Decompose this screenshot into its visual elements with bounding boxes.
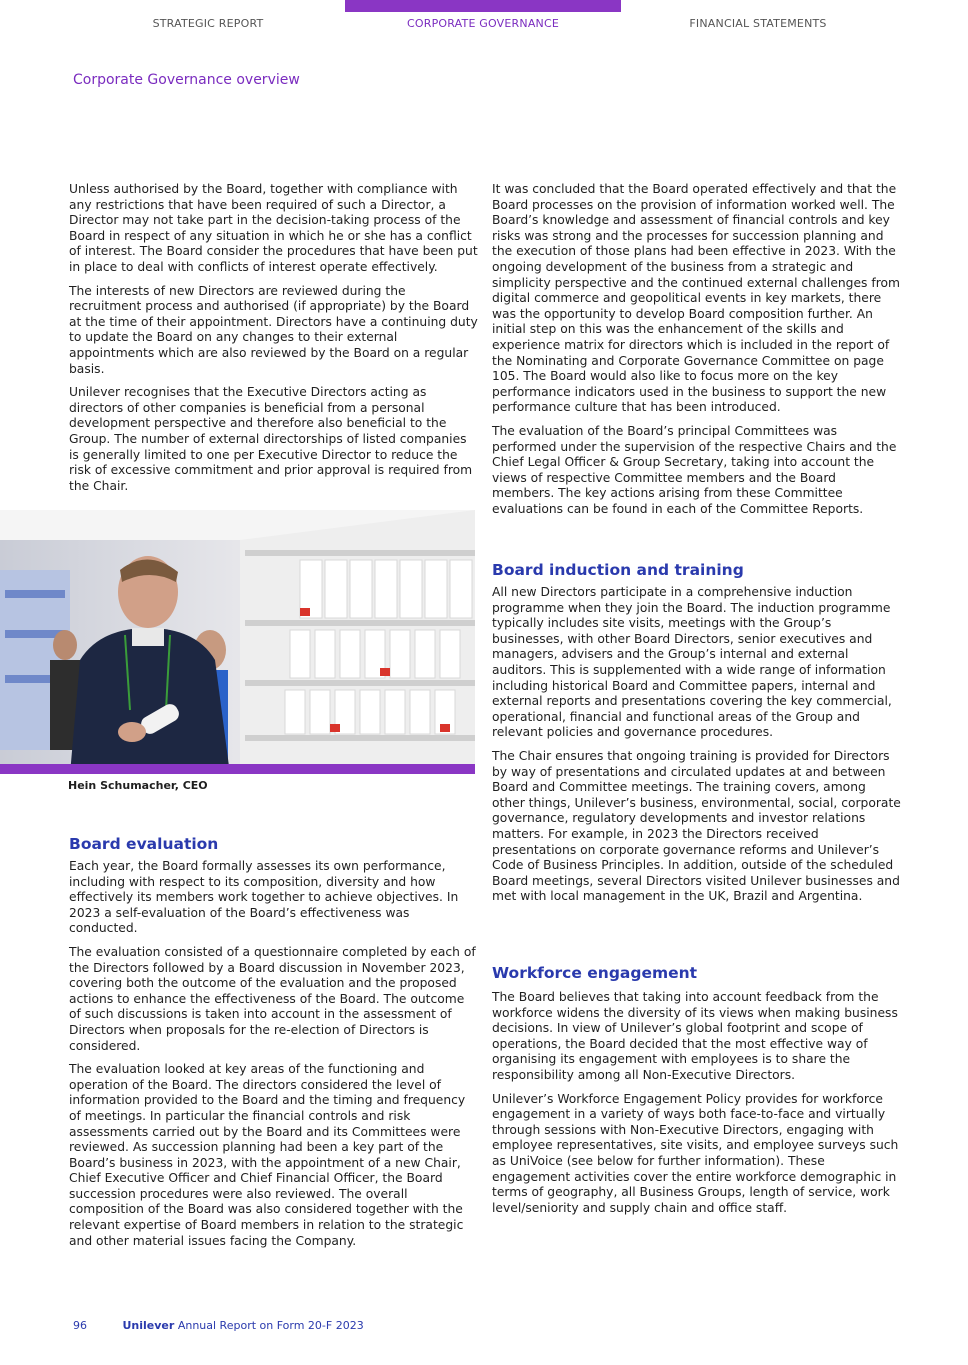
paragraph: The evaluation looked at key areas of the functioning and operation of the Board. The directors considered the level of information provided to the Board and the timing and frequency of meetings. In particular the financial controls and risk assessments carried out by the Board and its Committees were reviewed. As succession planning had been a key part of the Board’s business in 2023, with the appointment of a new Chair, Chief Executive Officer and Chief Financial Officer, the Board succession procedures were also reviewed. The overall composition of the Board was also considered together with the relevant expertise of Board members in relation to the strategic and other material issues facing the Company. — [69, 1062, 466, 1248]
ceo-photo — [0, 510, 475, 774]
paragraph: Unless authorised by the Board, together with compliance with any restrictions that have been required of such a Director, a Director may not take part in the decision-taking process of the Board in respect of any situation in which he or she has a conflict of interest. The Board consider the procedures that have been put in place to deal with conflicts of interest operate effectively. — [69, 182, 478, 274]
photo-caption: Hein Schumacher, CEO — [68, 779, 208, 792]
page-number: 96 — [73, 1319, 87, 1332]
paragraph: All new Directors participate in a comprehensive induction programme when they join the Board. The induction programme typically includes site visits, meetings with the Group’s businesses, with other Board Directors, senior executives and managers, advisers and the Group’s internal and external auditors. This is supplemented with a wide range of information including historical Board and Committee papers, internal and external reports and presentations covering the key commercial, operational, financial and functional areas of the Group and relevant policies and governance procedures. — [492, 585, 892, 740]
tab-strategic-report[interactable]: STRATEGIC REPORT — [152, 17, 264, 30]
right-column-intro — [492, 182, 902, 525]
board-induction-body — [492, 585, 902, 913]
section-title: Corporate Governance overview — [73, 72, 300, 88]
workforce-engagement-heading: Workforce engagement — [492, 964, 698, 982]
paragraph: The Chair ensures that ongoing training is provided for Directors by way of presentations and circulated updates at and between Board and Committee meetings. The training covers, among other things, Unilever’s business, environmental, social, corporate governance, regulatory developments and investor relations matters. For example, in 2023 the Directors received presentations on corporate governance reforms and Unilever’s Code of Business Principles. In addition, outside of the scheduled Board meetings, several Directors visited Unilever businesses and met with local management in the UK, Brazil and Argentina. — [492, 748, 901, 904]
board-induction-heading: Board induction and training — [492, 561, 744, 579]
left-column-intro — [69, 182, 479, 502]
paragraph: The evaluation consisted of a questionnaire completed by each of the Directors followed by a Board discussion in November 2023, covering both the outcome of the evaluation and the proposed actions to enhance the effectiveness of the Board. The outcome of such discussions is taken into account in the assessment of Directors when proposals for the re-election of Directors is considered. — [69, 944, 476, 1053]
paragraph: Unilever’s Workforce Engagement Policy provides for workforce engagement in a variety of ways both face-to-face and virtually through sessions with Non-Executive Directors, engaging with employee representatives, site visits, and employee surveys such as UniVoice (see below for further information). These engagement activities cover the entire workforce demographic in terms of geography, all Business Groups, length of service, work level/seniority and supply chain and office staff. — [492, 1091, 899, 1215]
paragraph: The evaluation of the Board’s principal Committees was performed under the supervision of the respective Chairs and the Chief Legal Officer & Group Secretary, taking into account the views of respective Committee members and the Board members. The key actions arising from these Committee evaluations can be found in each of the Committee Reports. — [492, 423, 897, 516]
board-evaluation-body — [69, 859, 479, 1257]
paragraph: It was concluded that the Board operated effectively and that the Board processes on the provision of information worked well. The Board’s knowledge and assessment of financial controls and key risks was strong and the processes for succession planning and the execution of those plans had been effective in 2023. With the ongoing development of the business from a strategic and simplicity perspective and the continued external challenges from digital commerce and geopolitical events in key markets, there was the opportunity to develop Board composition further. An initial step on this was the enhancement of the skills and experience matrix for directors which is included in the report of the Nominating and Corporate Governance Committee on page 105. The Board would also like to focus more on the key performance indicators used in the business to support the new performance culture that has been introduced. — [492, 182, 900, 415]
tab-corporate-governance[interactable]: CORPORATE GOVERNANCE — [406, 17, 560, 30]
page-footer — [73, 1319, 364, 1332]
paragraph: The interests of new Directors are reviewed during the recruitment process and authorised (if appropriate) by the Board at the time of their appointment. Directors have a continuing duty to update the Board on any changes to their external appointments which are also reviewed by the Board on a regular basis. — [69, 283, 478, 376]
paragraph: Unilever recognises that the Executive Directors acting as directors of other companies is beneficial from a personal development perspective and therefore also beneficial to the Group. The number of external directorships of listed companies is generally limited to one per Executive Director to reduce the risk of excessive commitment and prior approval is required from the Chair. — [69, 385, 473, 493]
report-title: Annual Report on Form 20-F 2023 — [177, 1319, 364, 1332]
paragraph: Each year, the Board formally assesses its own performance, including with respect to its composition, diversity and how effectively its members work together to achieve objectives. In 2023 a self-evaluation of the Board’s effectiveness was conducted. — [69, 859, 459, 936]
workforce-engagement-body — [492, 990, 902, 1224]
tab-financial-statements[interactable]: FINANCIAL STATEMENTS — [689, 17, 827, 30]
paragraph: The Board believes that taking into account feedback from the workforce widens the diversity of its views when making business decisions. In view of Unilever’s global footprint and scope of operations, the Board decided that the most effective way of organising its engagement with employees is to share the responsibility among all Non-Executive Directors. — [492, 990, 898, 1082]
store-aisle-image — [0, 510, 475, 774]
board-evaluation-heading: Board evaluation — [69, 835, 219, 853]
top-navigation — [0, 0, 968, 40]
brand-name: Unilever — [122, 1319, 175, 1332]
